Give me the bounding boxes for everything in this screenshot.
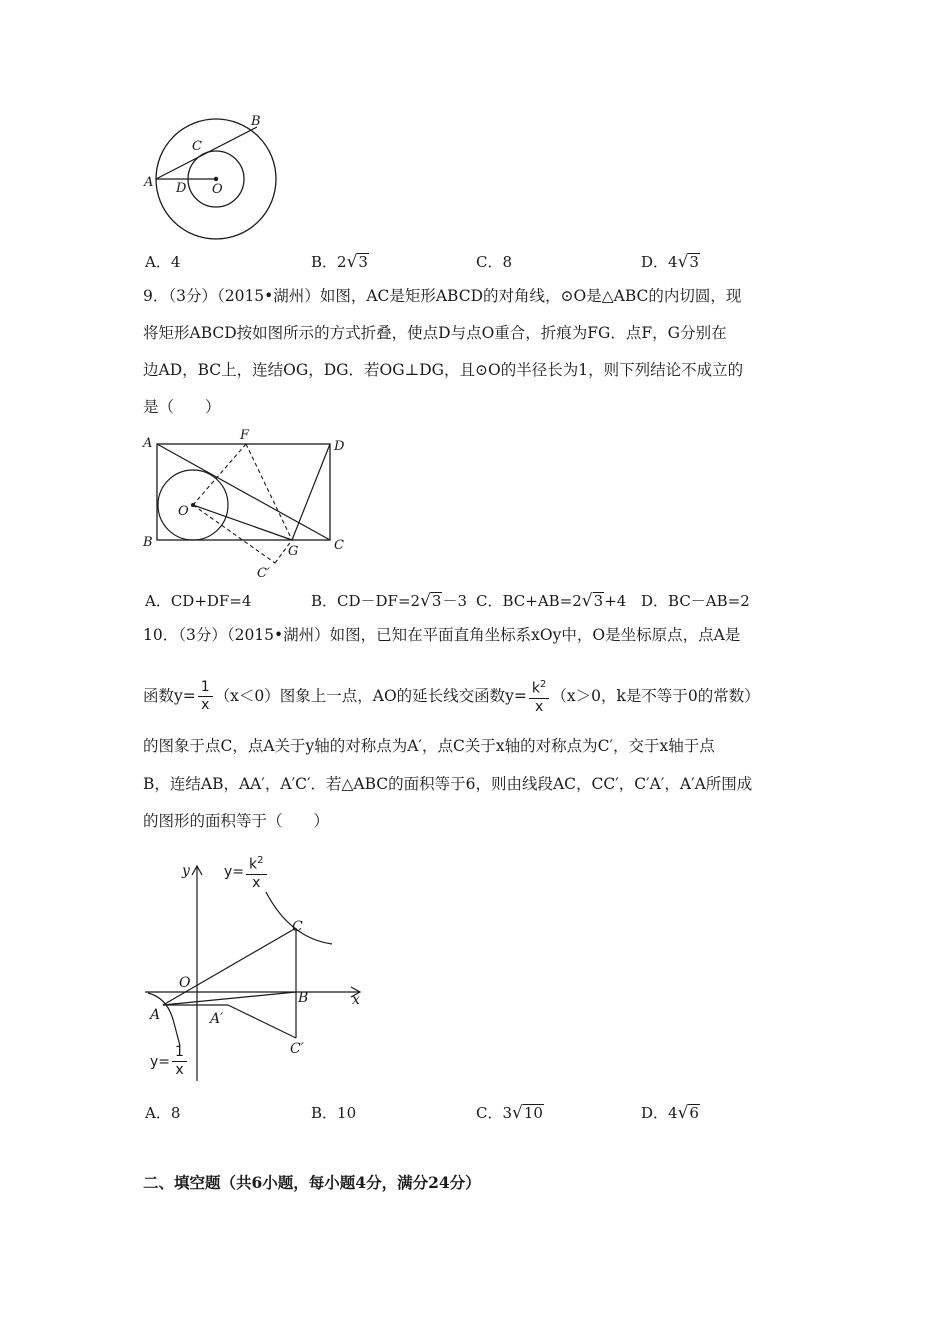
option-text: D．4 xyxy=(641,1104,678,1122)
q10-text-part-3: （x＞0，k是不等于0的常数） xyxy=(551,687,760,705)
label-b: B xyxy=(251,114,261,129)
q10-label-func-top xyxy=(224,852,269,892)
option-suffix: +4 xyxy=(604,592,627,610)
label-x: x xyxy=(352,992,360,1008)
fraction-one-over-x xyxy=(198,679,213,714)
segment-dg xyxy=(292,444,330,540)
fraction-denominator: x xyxy=(252,874,261,891)
fraction-denominator: x xyxy=(535,698,544,715)
q8-figure xyxy=(140,110,290,245)
label-c: C xyxy=(192,139,202,154)
q9-line-4: 是（ ） xyxy=(143,398,221,416)
q8-option-d[interactable] xyxy=(641,252,700,272)
dash-oc-prime xyxy=(193,505,275,563)
radical-sign: √ xyxy=(346,252,358,272)
chord-ab xyxy=(156,127,257,179)
label-f: F xyxy=(240,428,250,443)
q8-option-c[interactable] xyxy=(476,252,512,272)
exponent: 2 xyxy=(257,855,264,866)
q9-option-a[interactable] xyxy=(145,591,251,611)
radicand: 3 xyxy=(431,592,442,610)
fraction-numerator: 1 xyxy=(172,1044,187,1062)
q10-option-a[interactable] xyxy=(145,1103,180,1123)
q10-text-part-1: 函数y= xyxy=(143,687,196,705)
label-b: B xyxy=(143,535,153,550)
label-o: O xyxy=(212,182,223,197)
dash-fo xyxy=(193,444,246,505)
radicand: 3 xyxy=(358,253,368,271)
option-text: B．CD－DF=2 xyxy=(311,592,421,610)
segment-a-prime-c-prime xyxy=(228,1005,296,1038)
q10-line-1: 10．（3分）（2015•湖州）如图，已知在平面直角坐标系xOy中，O是坐标原点，点A是 xyxy=(143,626,741,644)
label-o: O xyxy=(178,504,189,519)
label-c: C xyxy=(292,919,303,935)
option-text: A．8 xyxy=(145,1104,181,1122)
label-a-prime: A′ xyxy=(210,1011,224,1027)
numerator-k: k xyxy=(249,856,258,873)
center-dot xyxy=(214,177,218,181)
option-text: C．8 xyxy=(476,253,513,271)
radical-sign: √ xyxy=(512,1103,523,1123)
label-d: D xyxy=(334,439,345,454)
label-a: A xyxy=(150,1007,161,1023)
q9-option-c[interactable] xyxy=(476,591,626,611)
exponent: 2 xyxy=(540,679,547,691)
option-text: D．BC－AB=2 xyxy=(641,592,750,610)
fraction-denominator: x xyxy=(175,1062,184,1078)
q9-option-d[interactable] xyxy=(641,591,750,611)
fraction-k-squared-over-x xyxy=(529,676,549,716)
fraction-numerator xyxy=(246,852,266,875)
option-text: C．3 xyxy=(476,1104,513,1122)
section-2-heading: 二、填空题（共6小题，每小题4分，满分24分） xyxy=(143,1173,481,1192)
option-text: B．10 xyxy=(311,1104,357,1122)
label-c-prime: C′ xyxy=(290,1041,304,1057)
q8-option-b[interactable] xyxy=(311,252,369,272)
label-a: A xyxy=(143,436,153,451)
radical-sign: √ xyxy=(581,591,593,611)
label-c-prime: C′ xyxy=(257,566,270,581)
q9-line-1: 9．（3分）（2015•湖州）如图，AC是矩形ABCD的对角线，⊙O是△ABC的内切圆，现 xyxy=(143,287,742,305)
label-y: y xyxy=(182,863,190,879)
q10-line-4: B，连结AB，AA′，A′C′．若△ABC的面积等于6，则由线段AC，CC′，C′A′，A′A所围成 xyxy=(143,775,753,793)
label-a: A xyxy=(144,175,154,190)
q10-option-b[interactable] xyxy=(311,1103,356,1123)
option-text: A．4 xyxy=(145,253,181,271)
label-o: O xyxy=(179,975,191,991)
q9-figure xyxy=(140,425,360,585)
radical-sign: √ xyxy=(677,252,689,272)
fraction-numerator: 1 xyxy=(198,679,213,697)
q10-line-2 xyxy=(143,676,760,716)
label-b: B xyxy=(298,990,309,1006)
curve-k2-over-x xyxy=(266,892,332,944)
radicand: 3 xyxy=(593,592,604,610)
label-c: C xyxy=(334,538,344,553)
func-fraction xyxy=(172,1044,187,1079)
option-text: B．2 xyxy=(311,253,347,271)
func-fraction xyxy=(246,852,266,892)
q10-label-func-bottom xyxy=(150,1044,189,1079)
q10-option-d[interactable] xyxy=(641,1103,700,1123)
radical-sign: √ xyxy=(420,591,431,611)
option-text: C．BC+AB=2 xyxy=(476,592,582,610)
q10-line-5: 的图形的面积等于（ ） xyxy=(143,812,330,830)
func-prefix: y= xyxy=(224,863,245,880)
option-suffix: －3 xyxy=(442,592,468,610)
fraction-denominator: x xyxy=(201,696,210,713)
q10-line-3: 的图象于点C，点A关于y轴的对称点为A′，点C关于x轴的对称点为C′，交于x轴于点 xyxy=(143,737,715,755)
q10-option-c[interactable] xyxy=(476,1103,544,1123)
radicand: 10 xyxy=(523,1104,543,1122)
label-g: G xyxy=(288,544,299,559)
label-d: D xyxy=(176,181,187,196)
option-text: D．4 xyxy=(641,253,678,271)
fraction-numerator xyxy=(529,676,549,699)
radicand: 6 xyxy=(689,1104,699,1122)
q9-option-b[interactable] xyxy=(311,591,467,611)
option-text: A．CD+DF=4 xyxy=(145,592,252,610)
q9-line-3: 边AD，BC上，连结OG，DG．若OG⊥DG，且⊙O的半径长为1，则下列结论不成立的 xyxy=(143,361,744,379)
radical-sign: √ xyxy=(677,1103,689,1123)
q9-line-2: 将矩形ABCD按如图所示的方式折叠，使点D与点O重合，折痕为FG．点F，G分别在 xyxy=(143,324,727,342)
q10-text-part-2: （x＜0）图象上一点，AO的延长线交函数y= xyxy=(214,687,527,705)
numerator-k: k xyxy=(531,680,541,697)
diagonal-ac xyxy=(157,444,330,540)
q8-option-a[interactable] xyxy=(145,252,180,272)
radicand: 3 xyxy=(689,253,699,271)
func-prefix: y= xyxy=(150,1053,171,1070)
